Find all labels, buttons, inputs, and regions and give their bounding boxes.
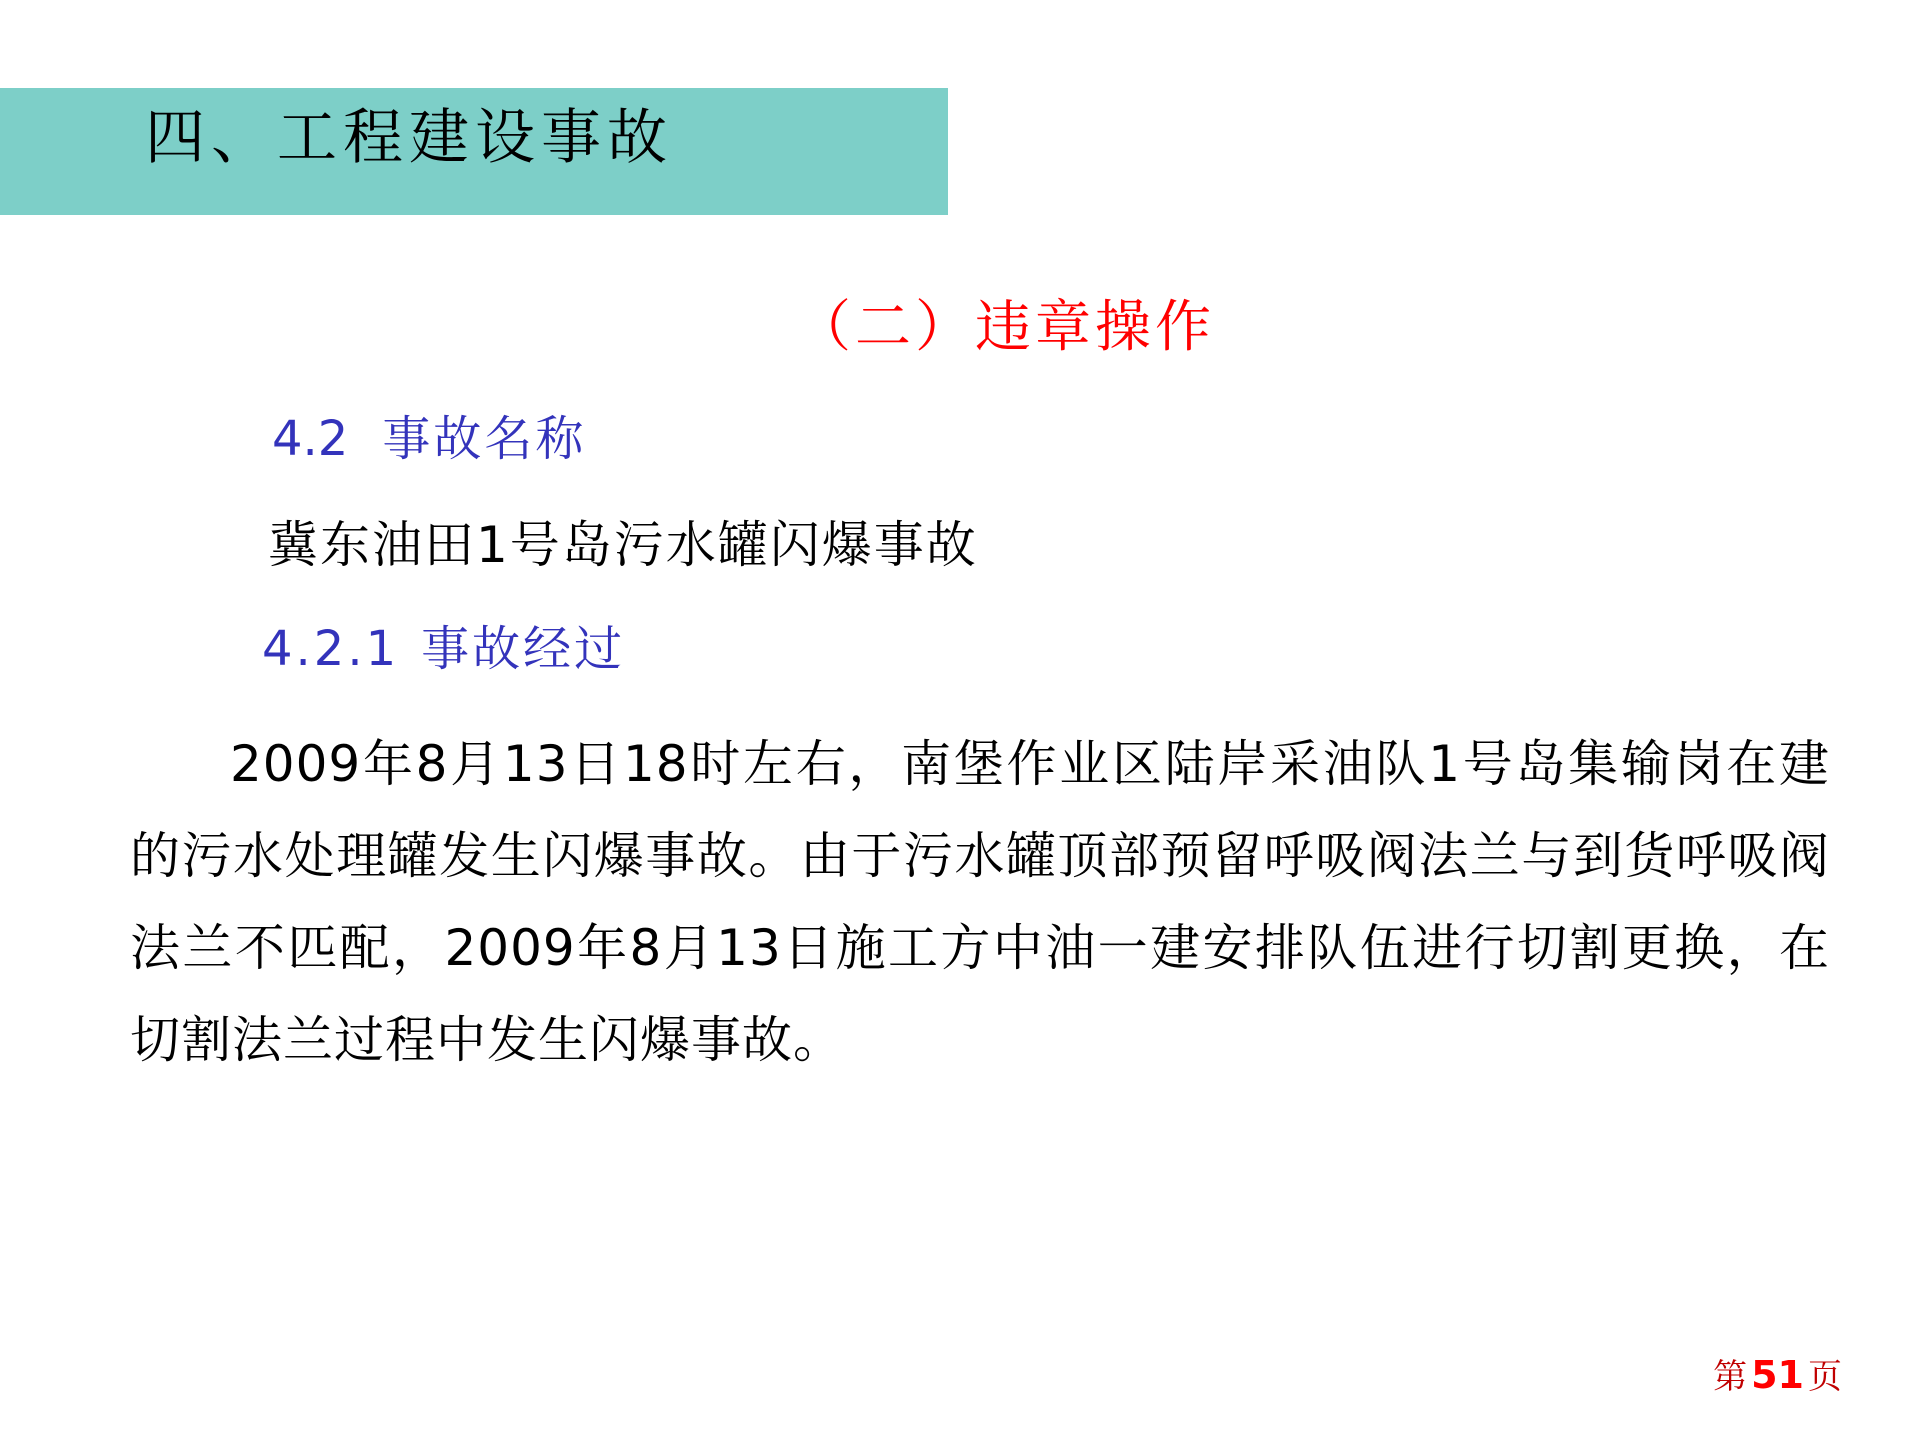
page-label-prefix: 第 — [1713, 1357, 1748, 1397]
heading-4-2 — [272, 400, 586, 469]
section-subtitle: （二）违章操作 — [795, 295, 1215, 360]
heading-4-2-1-number: 4.2.1 — [262, 621, 400, 677]
heading-4-2-number: 4.2 — [272, 411, 349, 467]
accident-name: 冀东油田1号岛污水罐闪爆事故 — [268, 516, 978, 574]
page-label-suffix: 页 — [1808, 1357, 1842, 1397]
page-title: 四、工程建设事故 — [145, 103, 673, 173]
heading-4-2-1 — [262, 610, 625, 679]
heading-4-2-1-label: 事故经过 — [421, 621, 626, 677]
heading-4-2-label: 事故名称 — [382, 411, 587, 467]
page-number-value: 51 — [1751, 1353, 1804, 1397]
page-number — [1713, 1349, 1842, 1398]
body-paragraph: 2009年8月13日18时左右，南堡作业区陆岸采油队1号岛集输岗在建的污水处理罐发生闪爆事故。由于污水罐顶部预留呼吸阀法兰与到货呼吸阀法兰不匹配，2009年8月13日施工方中油一建安排队伍进行切割更换，在切割法兰过程中发生闪爆事故。 — [130, 735, 1830, 1069]
